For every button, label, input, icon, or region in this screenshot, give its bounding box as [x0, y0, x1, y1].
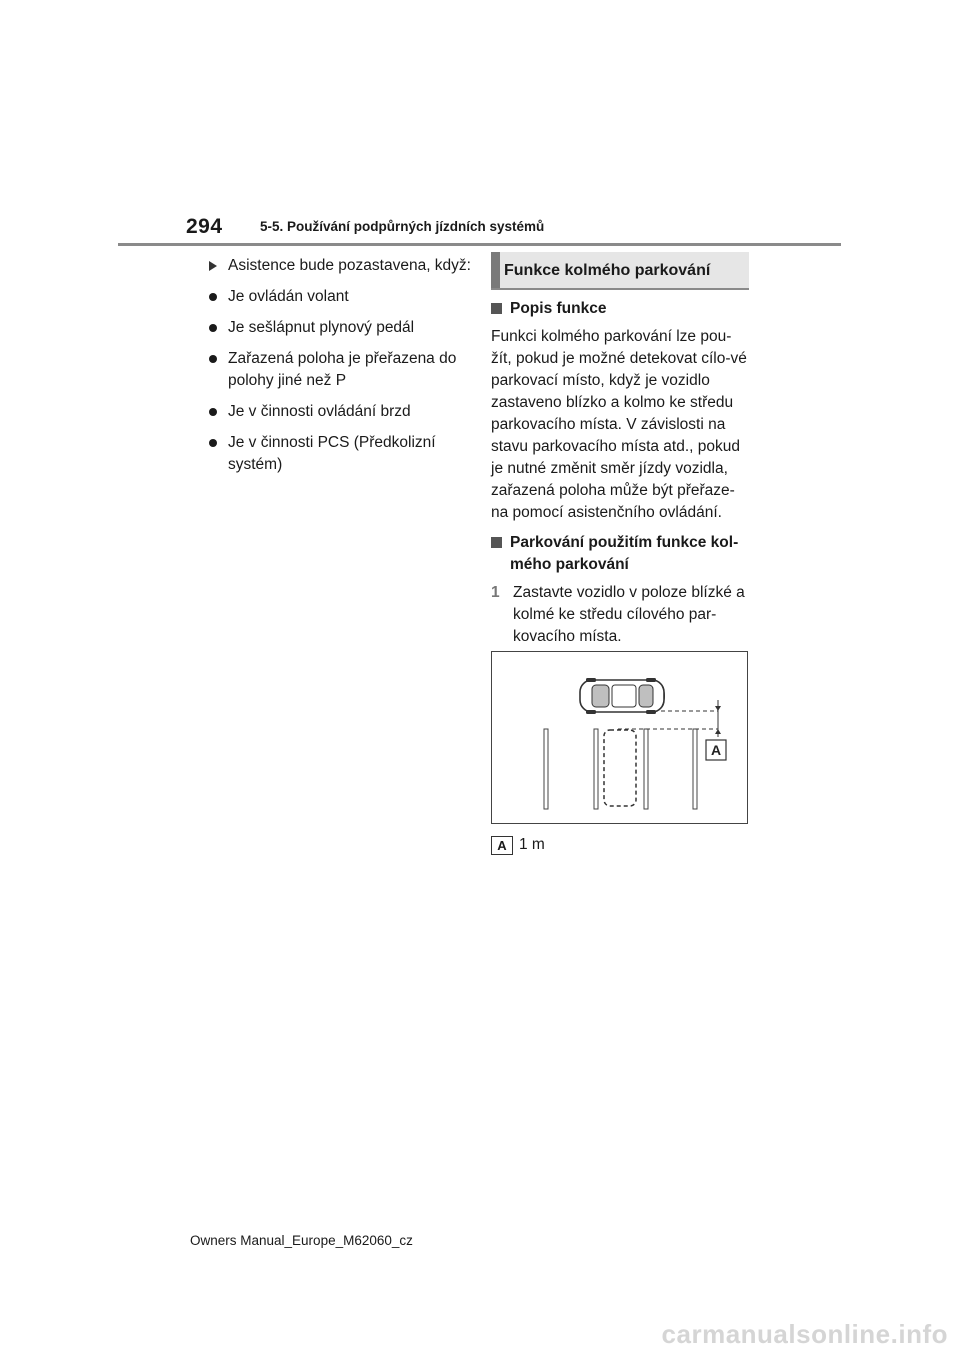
list-item	[206, 348, 474, 392]
bullet-icon	[209, 432, 217, 454]
list-item	[206, 401, 474, 423]
parking-line	[693, 729, 697, 809]
figure-caption	[491, 835, 545, 855]
subheading-text: Parkování použitím funkce kol-mého parkování	[510, 534, 739, 573]
subheading-description	[491, 298, 749, 320]
parking-diagram	[491, 651, 748, 824]
parking-diagram-graphic	[492, 652, 749, 825]
intro-item	[206, 255, 474, 277]
list-item	[206, 432, 474, 476]
parking-line	[544, 729, 548, 809]
dimension-arrow	[715, 706, 721, 711]
subheading-text: Popis funkce	[510, 300, 607, 317]
square-bullet-icon	[491, 303, 502, 314]
section-heading-text: Funkce kolmého parkování	[504, 262, 711, 279]
bullet-icon	[209, 317, 217, 339]
parking-line	[594, 729, 598, 809]
callout-label: A	[710, 742, 722, 758]
list-item	[206, 286, 474, 308]
bullet-icon	[209, 348, 217, 370]
header-divider	[118, 243, 841, 246]
caption-text: 1 m	[519, 836, 545, 853]
car-icon	[580, 678, 665, 714]
page-number: 294	[186, 215, 223, 238]
heading-accent-bar	[491, 252, 500, 288]
bullet-icon	[209, 286, 217, 308]
step-number: 1	[491, 584, 500, 601]
square-bullet-icon	[491, 537, 502, 548]
subheading-procedure	[491, 532, 749, 576]
parking-line	[644, 729, 648, 809]
bullet-icon	[209, 401, 217, 423]
step-text: Zastavte vozidlo v poloze blízké a kolmé ke středu cílového par-kovacího místa.	[513, 584, 745, 645]
triangle-bullet-icon	[209, 255, 217, 278]
list-item-text: Je sešlápnut plynový pedál	[228, 319, 415, 336]
list-item-text: Je ovládán volant	[228, 288, 349, 305]
list-item-text: Zařazená poloha je přeřazena do polohy jiné než P	[228, 350, 457, 389]
target-parking-space	[604, 730, 636, 806]
dimension-arrow	[715, 729, 721, 734]
list-item	[206, 317, 474, 339]
list-item-text: Je v činnosti PCS (Předkolizní systém)	[228, 434, 436, 473]
step-item	[491, 582, 749, 648]
intro-text: Asistence bude pozastavena, když:	[228, 257, 471, 274]
left-column	[206, 255, 474, 485]
section-heading	[491, 252, 749, 290]
section-title: 5-5. Používání podpůrných jízdních systémů	[260, 219, 545, 234]
footer-text: Owners Manual_Europe_M62060_cz	[190, 1233, 413, 1248]
right-column	[491, 252, 749, 648]
watermark: carmanualsonline.info	[661, 1319, 948, 1349]
list-item-text: Je v činnosti ovládání brzd	[228, 403, 411, 420]
caption-label-box: A	[491, 836, 513, 855]
description-paragraph: Funkci kolmého parkování lze pou-žít, pokud je možné detekovat cílo-vé parkovací místo, když je vozidlo zastaveno blízko a kolmo ke středu parkovacího místa. V závislosti na stavu parkovacího místa atd., pokud je nutné změnit směr jízdy vozidla, zařazená poloha může být přeřaze-na pomocí asistenčního ovládání.	[491, 328, 747, 521]
